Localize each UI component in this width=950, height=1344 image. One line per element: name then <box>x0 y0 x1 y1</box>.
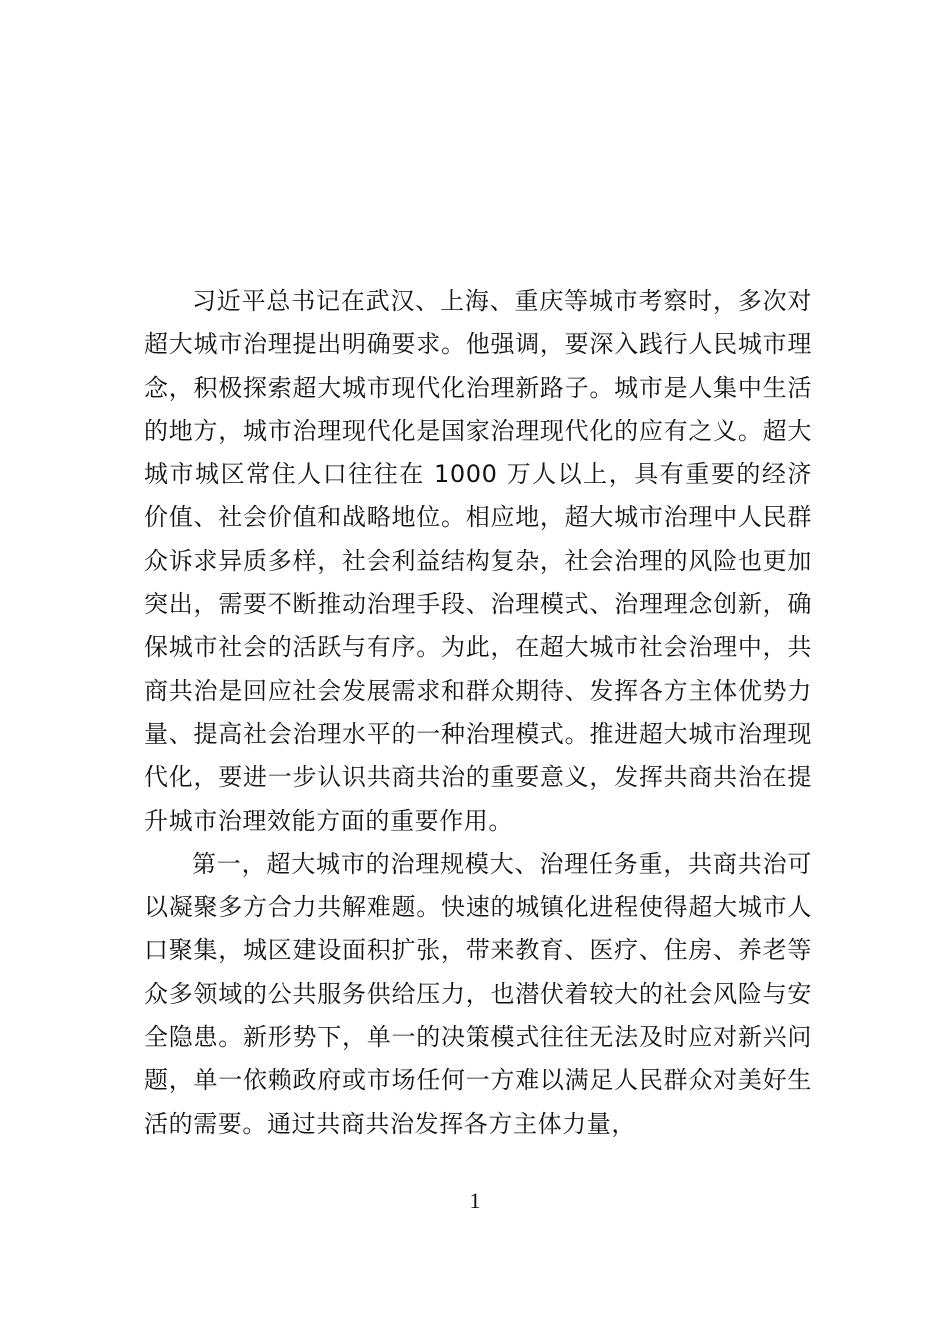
paragraph-2: 第一，超大城市的治理规模大、治理任务重，共商共治可以凝聚多方合力共解难题。快速的城镇化进程使得超大城市人口聚集，城区建设面积扩张，带来教育、医疗、住房、养老等众多领域的公共服务供给压力，也潜伏着较大的社会风险与安全隐患。新形势下，单一的决策模式往往无法及时应对新兴问题，单一依赖政府或市场任何一方难以满足人民群众对美好生活的需要。通过共商共治发挥各方主体力量， <box>144 849 812 1138</box>
paragraph-1: 习近平总书记在武汉、上海、重庆等城市考察时，多次对超大城市治理提出明确要求。他强调，要深入践行人民城市理念，积极探索超大城市现代化治理新路子。城市是人集中生活的地方，城市治理现代化是国家治理现代化的应有之义。超大城市城区常住人口往往在 1000 万人以上，具有重要的经济价值、社会价值和战略地位。相应地，超大城市治理中人民群众诉求异质多样，社会利益结构复杂，社会治理的风险也更加突出，需要不断推动治理手段、治理模式、治理理念创新，确保城市社会的活跃与有序。为此，在超大城市社会治理中，共商共治是回应社会发展需求和群众期待、发挥各方主体优势力量、提高社会治理水平的一种治理模式。推进超大城市治理现代化，要进一步认识共商共治的重要意义，发挥共商共治在提升城市治理效能方面的重要作用。 <box>144 287 812 835</box>
page-number: 1 <box>469 1188 481 1213</box>
body-text <box>144 280 812 1146</box>
